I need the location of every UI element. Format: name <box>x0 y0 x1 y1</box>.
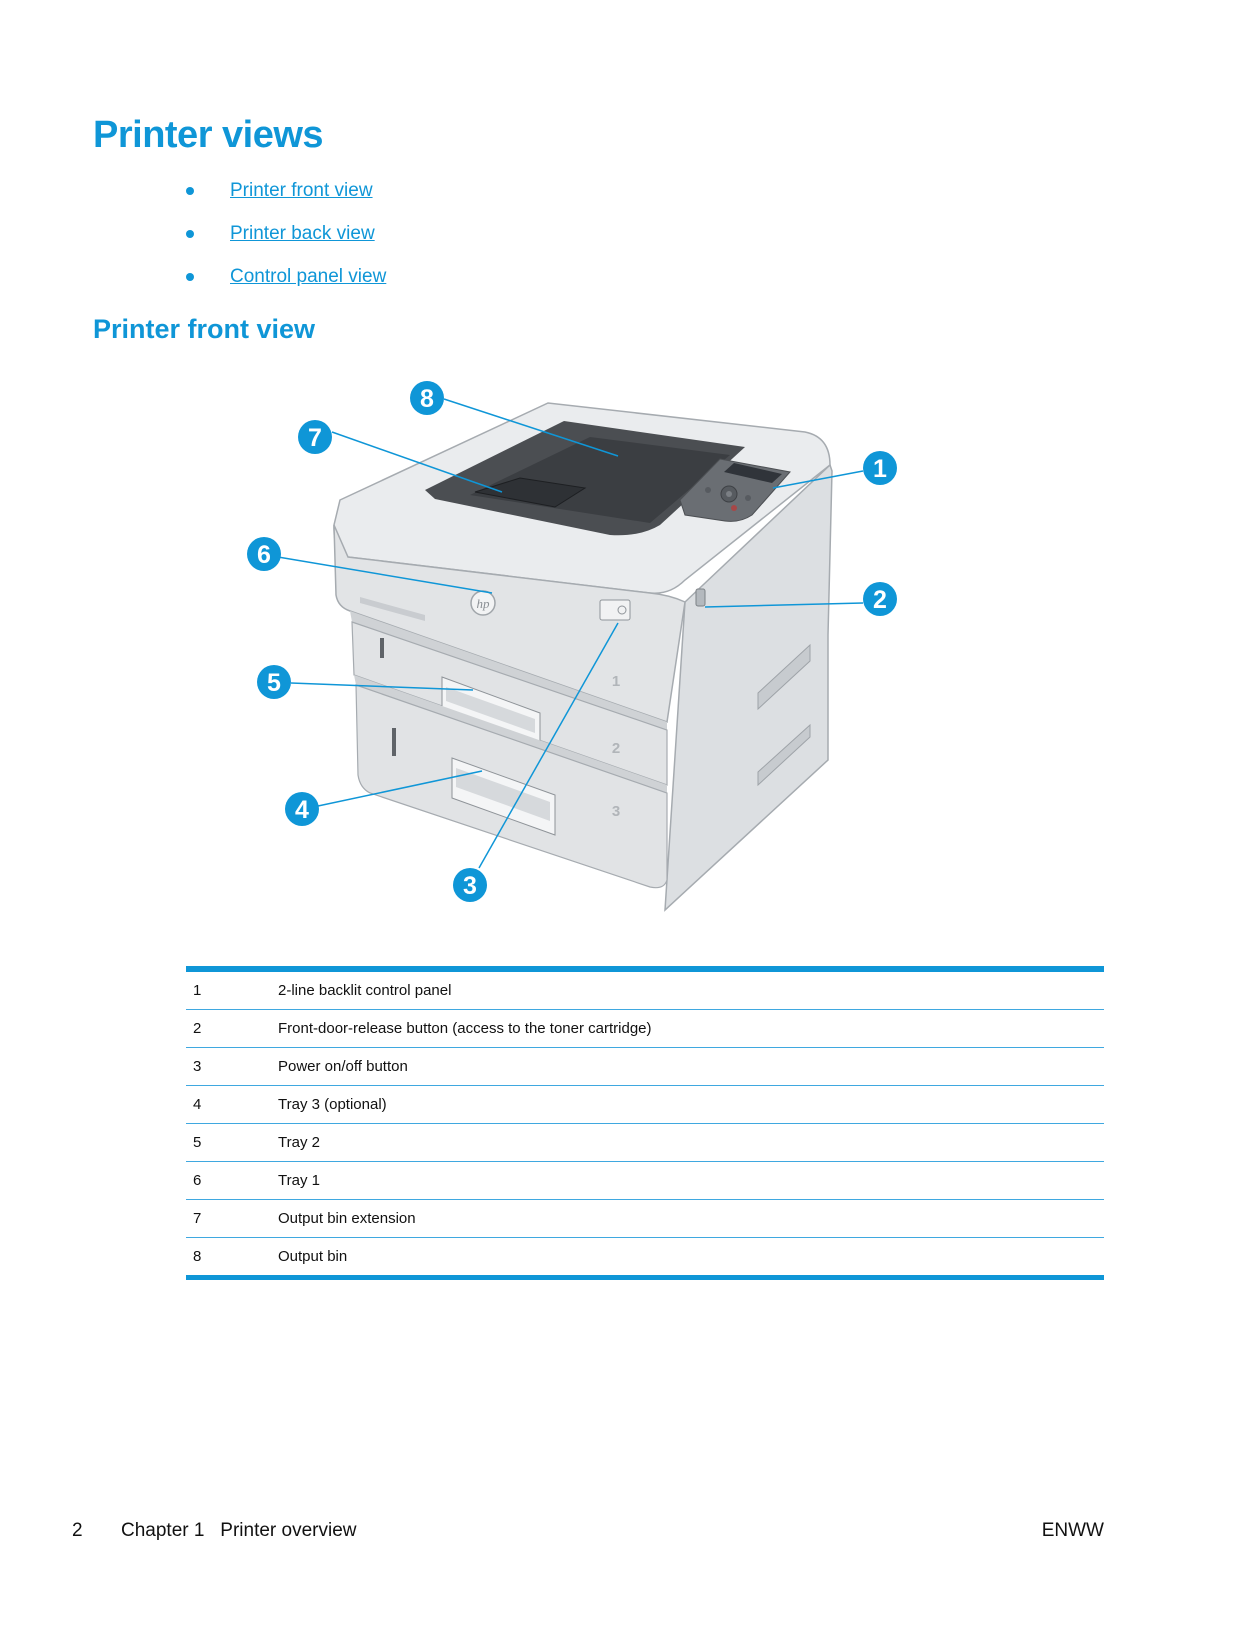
footer-locale: ENWW <box>1041 1520 1104 1541</box>
callout-legend-table <box>186 966 1104 1280</box>
paper-level-indicator <box>392 728 396 756</box>
toc-item <box>186 219 375 249</box>
chapter-title: Chapter 1 Printer overview <box>121 1520 357 1541</box>
callout-number: 3 <box>463 872 477 900</box>
legend-description: Front-door-release button (access to the toner cartridge) <box>278 1020 652 1037</box>
toc-link-printer-front-view[interactable]: Printer front view <box>230 180 373 201</box>
legend-description: Tray 2 <box>278 1134 320 1151</box>
callout-2 <box>863 582 897 616</box>
legend-description: Output bin <box>278 1248 348 1265</box>
legend-number: 3 <box>193 1058 202 1075</box>
section-title: Printer front view <box>93 314 316 344</box>
table-row <box>186 1048 1104 1086</box>
callout-number: 8 <box>420 385 434 413</box>
table-row <box>186 1162 1104 1200</box>
callout-5 <box>257 665 291 699</box>
tray-label: 1 <box>611 673 621 690</box>
table-row <box>186 1200 1104 1238</box>
toc-link-control-panel-view[interactable]: Control panel view <box>230 266 387 287</box>
callout-1 <box>863 451 897 485</box>
table-row <box>186 1238 1104 1275</box>
table-row <box>186 1124 1104 1162</box>
table-row <box>186 1010 1104 1048</box>
callout-number: 7 <box>308 424 322 452</box>
toc-item <box>186 176 373 206</box>
printer-drawing <box>230 375 950 930</box>
legend-number: 4 <box>193 1096 202 1113</box>
legend-description: Tray 1 <box>278 1172 320 1189</box>
legend-number: 6 <box>193 1172 202 1189</box>
legend-number: 2 <box>193 1020 202 1037</box>
callout-7 <box>298 420 332 454</box>
legend-description: Tray 3 (optional) <box>278 1096 387 1113</box>
table-row <box>186 972 1104 1010</box>
bullet-icon <box>186 273 194 281</box>
legend-description: Output bin extension <box>278 1210 416 1227</box>
legend-description: Power on/off button <box>278 1058 408 1075</box>
page-title: Printer views <box>93 114 324 156</box>
callout-number: 5 <box>267 669 281 697</box>
legend-number: 5 <box>193 1134 202 1151</box>
callout-number: 4 <box>295 796 309 824</box>
callout-8 <box>410 381 444 415</box>
toc-link-printer-back-view[interactable]: Printer back view <box>230 223 375 244</box>
callout-3 <box>453 868 487 902</box>
tray-label: 3 <box>611 803 621 820</box>
printer-front-illustration <box>230 375 950 930</box>
bullet-icon <box>186 187 194 195</box>
hp-logo-text: hp <box>476 596 490 611</box>
toc-item <box>186 262 387 292</box>
legend-description: 2-line backlit control panel <box>278 982 452 999</box>
callout-number: 2 <box>873 586 887 614</box>
panel-button <box>745 495 751 501</box>
page-number: 2 <box>72 1520 83 1541</box>
callout-number: 6 <box>257 541 271 569</box>
legend-number: 8 <box>193 1248 202 1265</box>
paper-level-indicator <box>380 638 384 658</box>
legend-number: 1 <box>193 982 202 999</box>
callout-6 <box>247 537 281 571</box>
callout-number: 1 <box>873 455 887 483</box>
callout-4 <box>285 792 319 826</box>
cancel-button <box>731 505 737 511</box>
ok-button <box>726 491 732 497</box>
front-door-release-button <box>696 589 705 606</box>
table-row <box>186 1086 1104 1124</box>
panel-button <box>705 487 711 493</box>
legend-number: 7 <box>193 1210 202 1227</box>
bullet-icon <box>186 230 194 238</box>
tray-label: 2 <box>611 740 621 757</box>
